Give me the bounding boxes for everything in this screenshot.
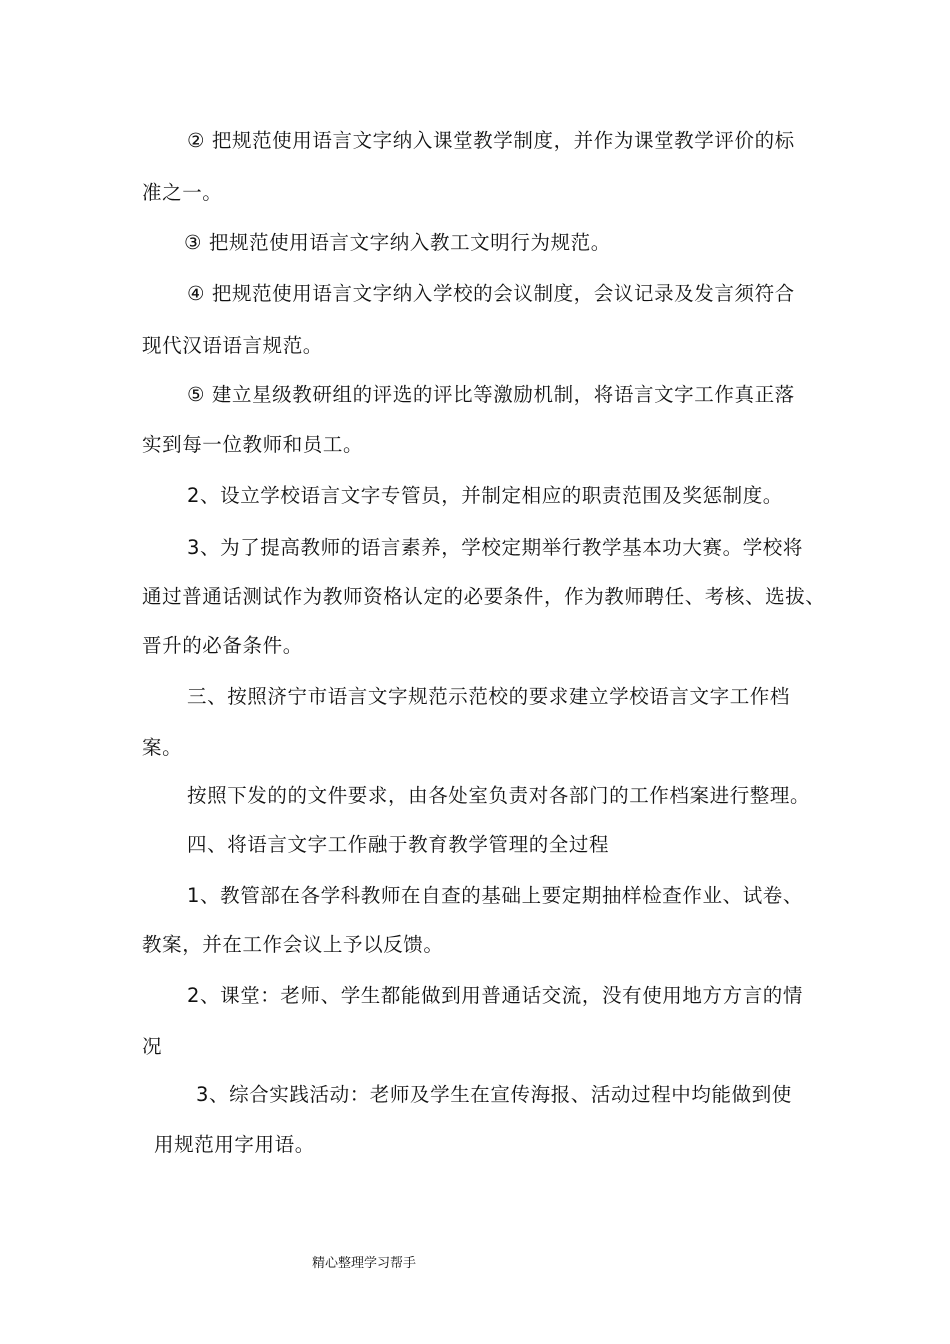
paragraph-line: ② 把规范使用语言文字纳入课堂教学制度，并作为课堂教学评价的标 xyxy=(187,129,795,152)
paragraph-line: 准之一。 xyxy=(142,181,223,204)
paragraph-line: ④ 把规范使用语言文字纳入学校的会议制度，会议记录及发言须符合 xyxy=(187,282,795,305)
paragraph-line: 2、课堂：老师、学生都能做到用普通话交流，没有使用地方方言的情 xyxy=(187,984,804,1007)
paragraph-line: 况 xyxy=(142,1035,163,1058)
paragraph-line: 晋升的必备条件。 xyxy=(142,634,303,657)
paragraph-line: 用规范用字用语。 xyxy=(154,1133,315,1156)
paragraph-line: 现代汉语语言规范。 xyxy=(142,334,323,357)
paragraph-line: 3、为了提高教师的语言素养，学校定期举行教学基本功大赛。学校将 xyxy=(187,536,804,559)
paragraph-line: 按照下发的的文件要求，由各处室负责对各部门的工作档案进行整理。 xyxy=(187,784,811,807)
paragraph-line: 1、教管部在各学科教师在自查的基础上要定期抽样检查作业、试卷、 xyxy=(187,884,804,907)
page-footer: 精心整理学习帮手 xyxy=(312,1256,417,1271)
paragraph-line: 实到每一位教师和员工。 xyxy=(142,433,364,456)
paragraph-line: 通过普通话测试作为教师资格认定的必要条件，作为教师聘任、考核、选拔、 xyxy=(142,585,826,608)
paragraph-line: 三、按照济宁市语言文字规范示范校的要求建立学校语言文字工作档 xyxy=(187,685,791,708)
paragraph-line: 教案，并在工作会议上予以反馈。 xyxy=(142,933,444,956)
paragraph-line: ⑤ 建立星级教研组的评选的评比等激励机制，将语言文字工作真正落 xyxy=(187,383,795,406)
section-heading: 四、将语言文字工作融于教育教学管理的全过程 xyxy=(187,833,610,856)
paragraph-line: 2、设立学校语言文字专管员，并制定相应的职责范围及奖惩制度。 xyxy=(187,484,783,507)
paragraph-line: ③ 把规范使用语言文字纳入教工文明行为规范。 xyxy=(184,231,611,254)
paragraph-line: 3、综合实践活动：老师及学生在宣传海报、活动过程中均能做到使 xyxy=(196,1083,792,1106)
paragraph-line: 案。 xyxy=(142,736,183,759)
